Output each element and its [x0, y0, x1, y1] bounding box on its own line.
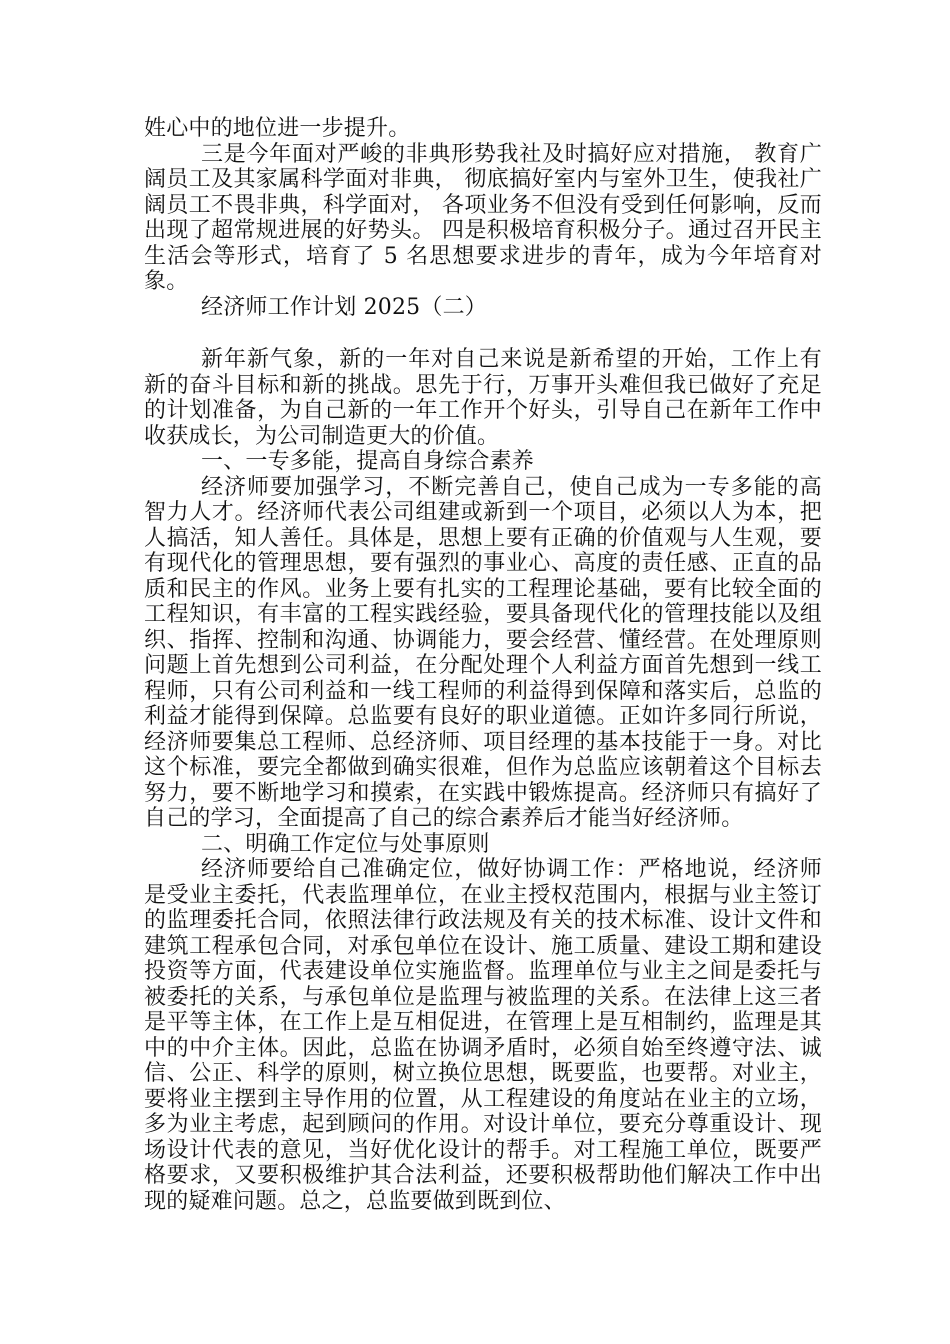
paragraph-continuation: 姓心中的地位进一步提升。 — [144, 116, 411, 141]
paragraph-body: 经济师要给自己准确定位，做好协调工作：严格地说，经济师是受业主委托，代表监理单位，在业主授权范围内，根据与业主签订的监理委托合同，依照法律行政法规及有关的技术标准、设计文件和建筑工程承包合同，对承包单位在设计、施工质量、建设工期和建设投资等方面，代表建设单位实施监督。监理单位与业主之间是委托与被委托的关系，与承包单位是监理与被监理的关系。在法律上这三者是平等主体，在工作上是互相促进，在管理上是互相制约，监理是其中的中介主体。因此，总监在协调矛盾时，必须自始至终遵守法、诚信、公正、科学的原则，树立换位思想，既要监，也要帮。对业主，要将业主摆到主导作用的位置，从工程建设的角度站在业主的立场，多为业主考虑，起到顾问的作用。对设计单位，要充分尊重设计、现场设计代表的意见，当好优化设计的帮手。对工程施工单位，既要严格要求，又要积极维护其合法利益，还要积极帮助他们解决工作中出现的疑难问题。总之，总监要做到既到位、 — [144, 857, 822, 1214]
section-heading: 二、明确工作定位与处事原则 — [201, 831, 490, 857]
section-heading: 一、一专多能，提高自身综合素养 — [201, 449, 535, 474]
blank-line — [144, 320, 822, 347]
paragraph-body: 经济师要加强学习，不断完善自己，使自己成为一专多能的高智力人才。经济师代表公司组建或新到一个项目，必须以人为本，把人搞活，知人善任。具体是，思想上要有正确的价值观与人生观，要有现代化的管理思想，要有强烈的事业心、高度的责任感、正直的品质和民主的作风。业务上要有扎实的工程理论基础，要有比较全面的工程知识，有丰富的工程实践经验，要具备现代化的管理技能以及组织、指挥、控制和沟通、协调能力，要会经营、懂经营。在处理原则问题上首先想到公司利益，在分配处理个人利益方面首先想到一线工程师，只有公司利益和一线工程师的利益得到保障和落实后，总监的利益才能得到保障。总监要有良好的职业道德。正如许多同行所说，经济师要集总工程师、总经济师、项目经理的基本技能于一身。对比这个标准，要完全都做到确实很难，但作为总监应该朝着这个目标去努力，要不断地学习和摸索，在实践中锻炼提高。经济师只有搞好了自己的学习，全面提高了自己的综合素养后才能当好经济师。 — [144, 474, 822, 831]
document-body — [144, 116, 822, 1214]
paragraph-body: 三是今年面对严峻的非典形势我社及时搞好应对措施， 教育广阔员工及其家属科学面对非典， 彻底搞好室内与室外卫生，使我社广阔员工不畏非典，科学面对， 各项业务不但没有受到任何影响，反而出现了超常规进展的好势头。 四是积极培育积极分子。通过召开民主生活会等形式，培育了 5 名思想要求进步的青年，成为今年培育对象。 — [144, 141, 822, 294]
paragraph-body: 新年新气象，新的一年对自己来说是新希望的开始，工作上有新的奋斗目标和新的挑战。思先于行，万事开头难但我已做好了充足的计划准备，为自己新的一年工作开个好头，引导自己在新年工作中收获成长，为公司制造更大的价值。 — [144, 347, 822, 449]
section-title: 经济师工作计划 2025（二） — [201, 294, 487, 320]
